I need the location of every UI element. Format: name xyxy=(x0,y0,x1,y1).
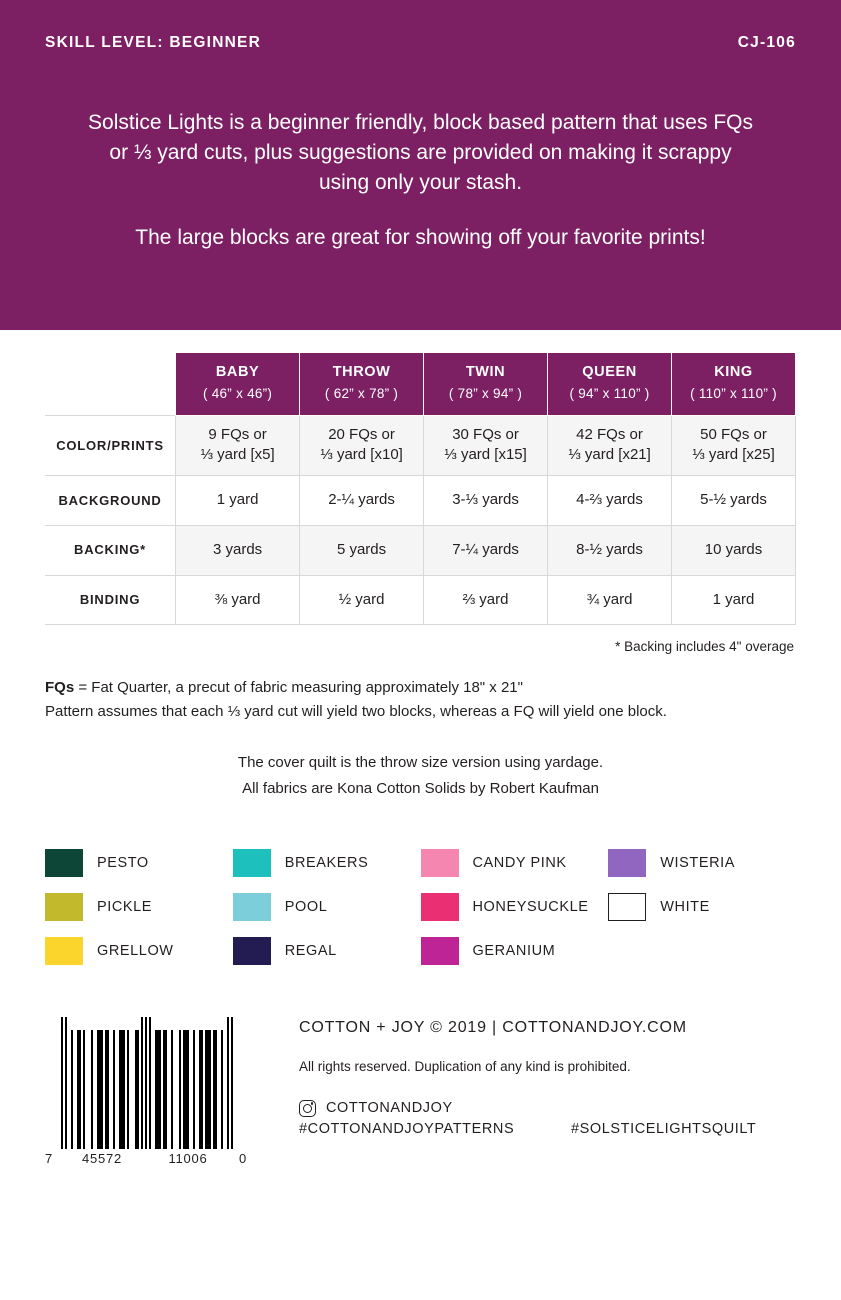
swatch-pool xyxy=(233,893,421,921)
swatch-candy-pink xyxy=(421,849,609,877)
column-dimensions: ( 78” x 94” ) xyxy=(448,385,523,401)
table-cell xyxy=(176,415,300,475)
intro-paragraph-2: The large blocks are great for showing off your favorite prints! xyxy=(135,226,706,250)
table-cell: 5 yards xyxy=(300,525,424,575)
cell-line-2: ⅓ yard [x21] xyxy=(568,446,651,464)
cell-line-1: 42 FQs or xyxy=(576,425,643,443)
table-cell: 8-½ yards xyxy=(548,525,672,575)
fq-definition-text: = Fat Quarter, a precut of fabric measuring approximately 18" x 21" xyxy=(74,679,523,697)
hashtag-quilt[interactable]: #SOLSTICELIGHTSQUILT xyxy=(571,1120,757,1137)
header-banner xyxy=(0,0,841,330)
instagram-handle[interactable]: COTTONANDJOY xyxy=(326,1100,453,1117)
intro-paragraph-1: Solstice Lights is a beginner friendly, block based pattern that uses FQs or ⅓ yard cuts, plus suggestions are provided on making it scrappy using only your stash. xyxy=(88,111,753,194)
cell-line-2: ⅓ yard [x5] xyxy=(200,446,275,464)
centered-notes-section xyxy=(0,724,841,803)
hashtag-patterns[interactable]: #COTTONANDJOYPATTERNS xyxy=(299,1120,515,1137)
row-label-backing: BACKING* xyxy=(45,525,176,575)
header-top-row xyxy=(45,34,796,52)
column-name: KING xyxy=(714,364,753,380)
table-cell: ⅔ yard xyxy=(424,575,548,625)
table-cell: 4-⅔ yards xyxy=(548,476,672,526)
table-row xyxy=(45,415,796,475)
table-cell xyxy=(300,415,424,475)
table-cell: ⅜ yard xyxy=(176,575,300,625)
swatch-pickle xyxy=(45,893,233,921)
intro-text-block xyxy=(45,108,796,253)
cell-line-2: ⅓ yard [x10] xyxy=(320,446,403,464)
column-name: TWIN xyxy=(465,364,506,380)
column-name: BABY xyxy=(215,364,260,380)
swatch-white xyxy=(608,893,796,921)
cover-quilt-note: The cover quilt is the throw size version using yardage. xyxy=(237,754,604,772)
swatch-grellow xyxy=(45,937,233,965)
fq-abbreviation: FQs xyxy=(45,679,75,697)
column-header-baby xyxy=(176,353,300,416)
color-chip xyxy=(233,849,271,877)
swatch-honeysuckle xyxy=(421,893,609,921)
swatch-label: CANDY PINK xyxy=(472,854,567,871)
swatch-label: POOL xyxy=(284,898,328,915)
footer-section xyxy=(0,965,841,1166)
hashtag-row xyxy=(299,1121,796,1137)
yardage-table-section xyxy=(0,330,841,625)
row-label-background: BACKGROUND xyxy=(45,476,176,526)
cell-line-1: 9 FQs or xyxy=(208,425,267,443)
swatch-wisteria xyxy=(608,849,796,877)
color-chip xyxy=(421,849,459,877)
column-name: THROW xyxy=(332,364,391,380)
table-row xyxy=(45,476,796,526)
table-cell: 1 yard xyxy=(672,575,796,625)
barcode-digit-group-2: 45572 xyxy=(81,1150,123,1166)
color-chip xyxy=(608,893,646,921)
yardage-table xyxy=(45,352,796,625)
table-cell xyxy=(424,415,548,475)
color-swatch-grid xyxy=(0,803,841,965)
color-chip xyxy=(45,893,83,921)
swatch-pesto xyxy=(45,849,233,877)
table-cell: ¾ yard xyxy=(548,575,672,625)
instagram-row[interactable] xyxy=(299,1100,796,1117)
footer-text-block xyxy=(267,1013,796,1137)
barcode-digit-group-1: 7 xyxy=(45,1150,54,1166)
barcode-block xyxy=(45,1013,267,1166)
barcode-digit-group-4: 0 xyxy=(238,1150,247,1166)
instagram-icon xyxy=(299,1100,316,1117)
fq-definition-line xyxy=(45,676,796,700)
table-cell: 3-⅓ yards xyxy=(424,476,548,526)
swatch-label: PICKLE xyxy=(97,898,153,915)
yield-note: Pattern assumes that each ⅓ yard cut will yield two blocks, whereas a FQ will yield one block. xyxy=(45,703,667,721)
skill-level-label: SKILL LEVEL: BEGINNER xyxy=(45,34,262,51)
color-chip xyxy=(45,937,83,965)
barcode-numbers xyxy=(45,1151,267,1166)
table-header-row xyxy=(45,353,796,416)
table-cell: 10 yards xyxy=(672,525,796,575)
table-cell: 5-½ yards xyxy=(672,476,796,526)
column-dimensions: ( 110” x 110” ) xyxy=(690,385,777,401)
swatch-label: WISTERIA xyxy=(660,854,735,871)
brand-copyright-line: COTTON + JOY © 2019 | COTTONANDJOY.COM xyxy=(299,1018,687,1036)
swatch-label: GRELLOW xyxy=(97,942,174,959)
cell-line-1: 20 FQs or xyxy=(328,425,395,443)
row-label-binding: BINDING xyxy=(45,575,176,625)
table-cell xyxy=(548,415,672,475)
color-chip xyxy=(608,849,646,877)
color-chip xyxy=(421,937,459,965)
column-header-throw xyxy=(300,353,424,416)
color-chip xyxy=(233,937,271,965)
swatch-label: WHITE xyxy=(660,898,710,915)
table-cell: 1 yard xyxy=(176,476,300,526)
swatch-label: GERANIUM xyxy=(472,942,556,959)
cell-line-2: ⅓ yard [x15] xyxy=(444,446,527,464)
swatch-label: HONEYSUCKLE xyxy=(472,898,589,915)
table-row xyxy=(45,575,796,625)
cell-line-1: 50 FQs or xyxy=(700,425,767,443)
table-cell: 2-¼ yards xyxy=(300,476,424,526)
swatch-breakers xyxy=(233,849,421,877)
notes-section xyxy=(0,654,841,724)
row-label-color-prints: COLOR/PRINTS xyxy=(45,415,176,475)
table-cell: 3 yards xyxy=(176,525,300,575)
swatch-label: BREAKERS xyxy=(284,854,369,871)
table-corner-cell xyxy=(45,353,176,416)
swatch-label: REGAL xyxy=(284,942,337,959)
column-header-queen xyxy=(548,353,672,416)
rights-reserved-line: All rights reserved. Duplication of any kind is prohibited. xyxy=(299,1058,631,1074)
column-dimensions: ( 62” x 78” ) xyxy=(324,385,399,401)
swatch-geranium xyxy=(421,937,609,965)
color-chip xyxy=(233,893,271,921)
fabric-brand-note: All fabrics are Kona Cotton Solids by Robert Kaufman xyxy=(242,780,599,798)
column-header-king xyxy=(672,353,796,416)
cell-line-1: 30 FQs or xyxy=(452,425,519,443)
column-name: QUEEN xyxy=(582,364,637,380)
column-dimensions: ( 46” x 46”) xyxy=(202,385,273,401)
barcode-digit-group-3: 11006 xyxy=(168,1150,208,1166)
barcode-image xyxy=(45,1017,267,1149)
swatch-regal xyxy=(233,937,421,965)
swatch-label: PESTO xyxy=(97,854,149,871)
table-cell: ½ yard xyxy=(300,575,424,625)
table-row xyxy=(45,525,796,575)
color-chip xyxy=(421,893,459,921)
color-chip xyxy=(45,849,83,877)
table-cell xyxy=(672,415,796,475)
table-footnote: * Backing includes 4" overage xyxy=(615,639,794,655)
pattern-code-label: CJ-106 xyxy=(737,34,796,51)
cell-line-2: ⅓ yard [x25] xyxy=(692,446,775,464)
column-header-twin xyxy=(424,353,548,416)
swatch-grid-spacer xyxy=(608,937,796,965)
table-cell: 7-¼ yards xyxy=(424,525,548,575)
column-dimensions: ( 94” x 110” ) xyxy=(569,385,650,401)
